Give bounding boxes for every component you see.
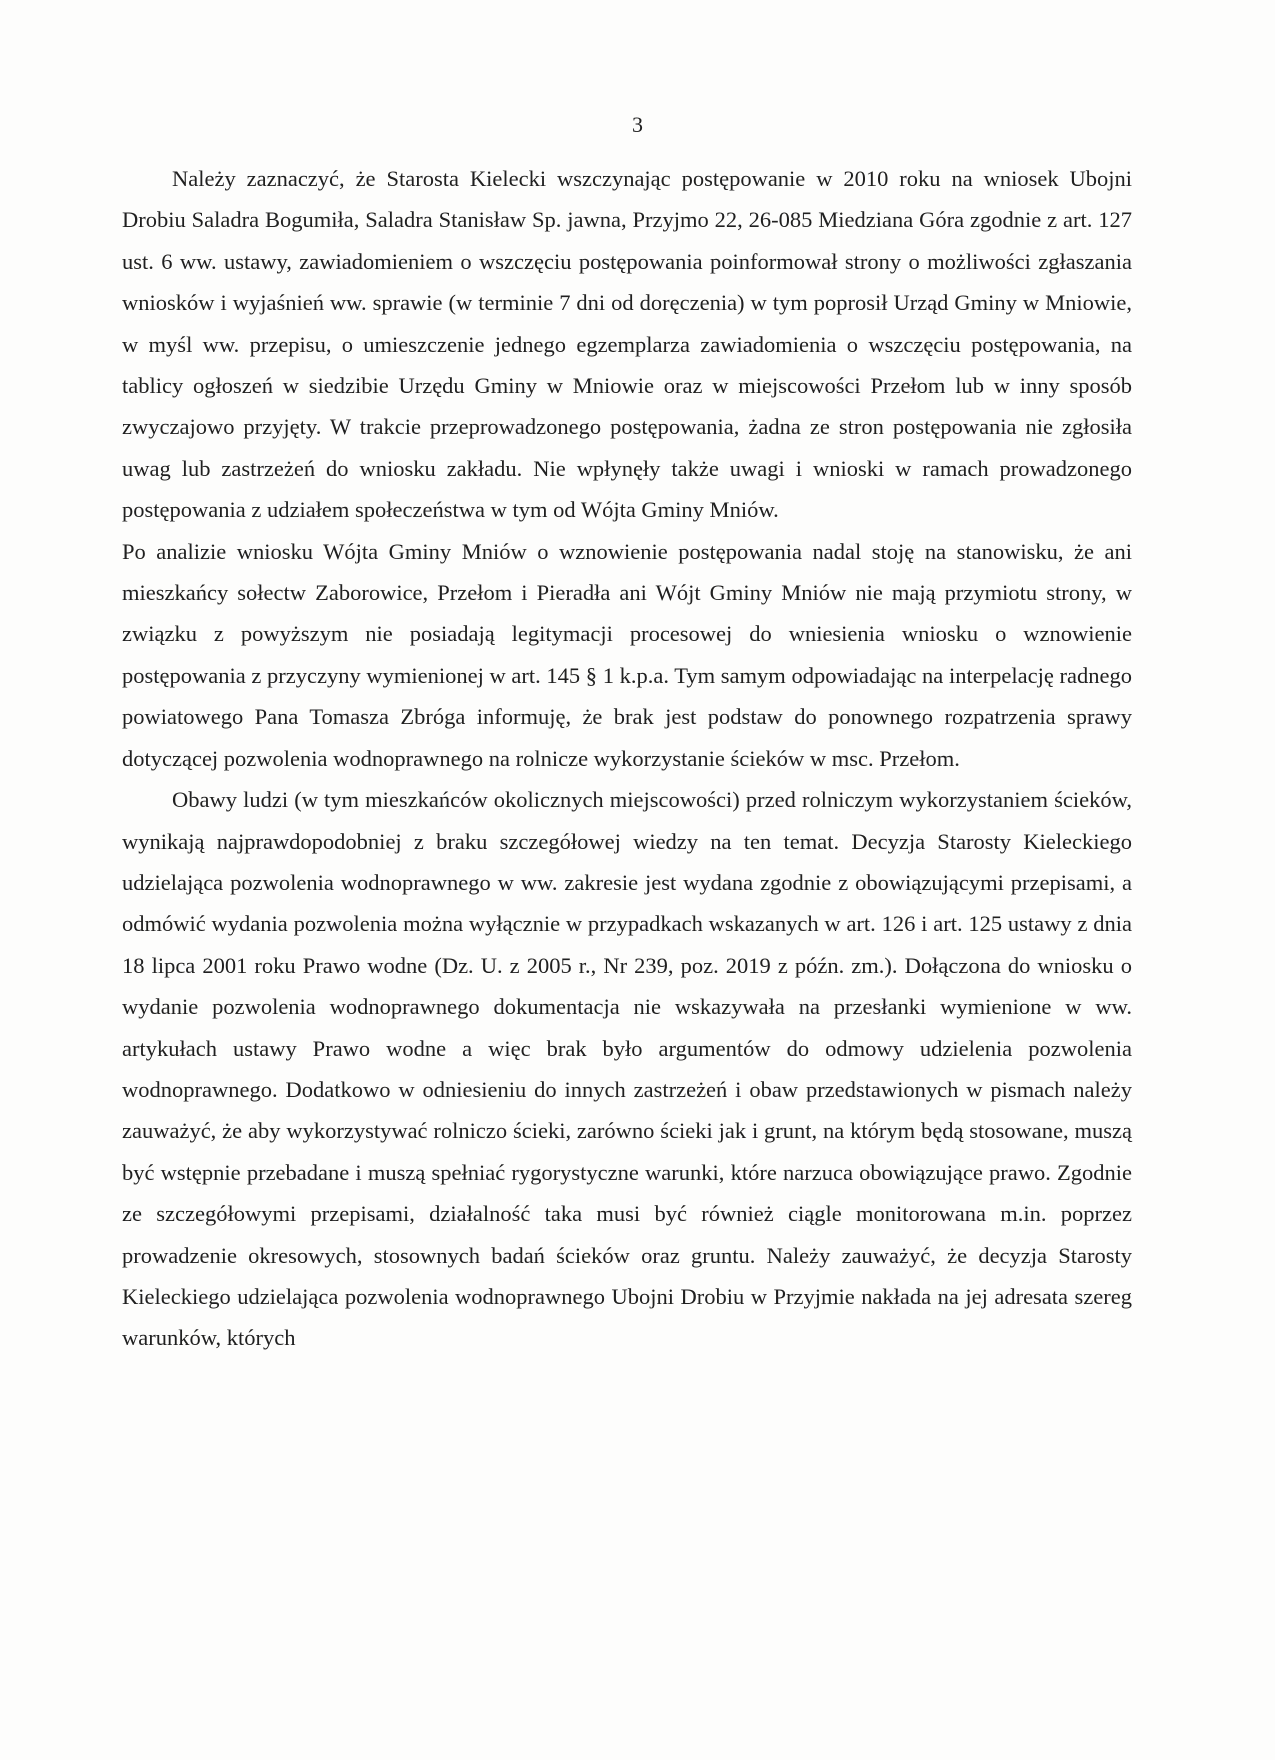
paragraph-notice-of-proceedings: Należy zaznaczyć, że Starosta Kielecki wszczynając postępowanie w 2010 roku na wniosek Ubojni Drobiu Saladra Bogumiła, Saladra Stanisław Sp. jawna, Przyjmo 22, 26-085 Miedziana Góra zgodnie z art. 127 ust. 6 ww. ustawy, zawiadomieniem o wszczęciu postępowania poinformował strony o możliwości zgłaszania wniosków i wyjaśnień ww. sprawie (w terminie 7 dni od doręczenia) w tym poprosił Urząd Gminy w Mniowie, w myśl ww. przepisu, o umieszczenie jednego egzemplarza zawiadomienia o wszczęciu postępowania, na tablicy ogłoszeń w siedzibie Urzędu Gminy w Mniowie oraz w miejscowości Przełom lub w inny sposób zwyczajowo przyjęty. W trakcie przeprowadzonego postępowania, żadna ze stron postępowania nie zgłosiła uwag lub zastrzeżeń do wniosku zakładu. Nie wpłynęły także uwagi i wnioski w ramach prowadzonego postępowania z udziałem społeczeństwa w tym od Wójta Gminy Mniów. [122,166,1132,523]
document-body [122,158,1132,1359]
paragraph-concerns-and-permit: Obawy ludzi (w tym mieszkańców okolicznych miejscowości) przed rolniczym wykorzystaniem ścieków, wynikają najprawdopodobniej z braku szczegółowej wiedzy na ten temat. Decyzja Starosty Kieleckiego udzielająca pozwolenia wodnoprawnego w ww. zakresie jest wydana zgodnie z obowiązującymi przepisami, a odmówić wydania pozwolenia można wyłącznie w przypadkach wskazanych w art. 126 i art. 125 ustawy z dnia 18 lipca 2001 roku Prawo wodne (Dz. U. z 2005 r., Nr 239, poz. 2019 z późn. zm.). Dołączona do wniosku o wydanie pozwolenia wodnoprawnego dokumentacja nie wskazywała na przesłanki wymienione w ww. artykułach ustawy Prawo wodne a więc brak było argumentów do odmowy udzielenia pozwolenia wodnoprawnego. Dodatkowo w odniesieniu do innych zastrzeżeń i obaw przedstawionych w pismach należy zauważyć, że aby wykorzystywać rolniczo ścieki, zarówno ścieki jak i grunt, na którym będą stosowane, muszą być wstępnie przebadane i muszą spełniać rygorystyczne warunki, które narzuca obowiązujące prawo. Zgodnie ze szczegółowymi przepisami, działalność taka musi być również ciągle monitorowana m.in. poprzez prowadzenie okresowych, stosownych badań ścieków oraz gruntu. Należy zauważyć, że decyzja Starosty Kieleckiego udzielająca pozwolenia wodnoprawnego Ubojni Drobiu w Przyjmie nakłada na jej adresata szereg warunków, których [122,787,1132,1351]
paragraph-resumption-analysis: Po analizie wniosku Wójta Gminy Mniów o wznowienie postępowania nadal stoję na stanowisku, że ani mieszkańcy sołectw Zaborowice, Przełom i Pieradła ani Wójt Gminy Mniów nie mają przymiotu strony, w związku z powyższym nie posiadają legitymacji procesowej do wniesienia wniosku o wznowienie postępowania z przyczyny wymienionej w art. 145 § 1 k.p.a. Tym samym odpowiadając na interpelację radnego powiatowego Pana Tomasza Zbróga informuję, że brak jest podstaw do ponownego rozpatrzenia sprawy dotyczącej pozwolenia wodnoprawnego na rolnicze wykorzystanie ścieków w msc. Przełom. [122,538,1132,771]
page-number: 3 [632,112,643,137]
